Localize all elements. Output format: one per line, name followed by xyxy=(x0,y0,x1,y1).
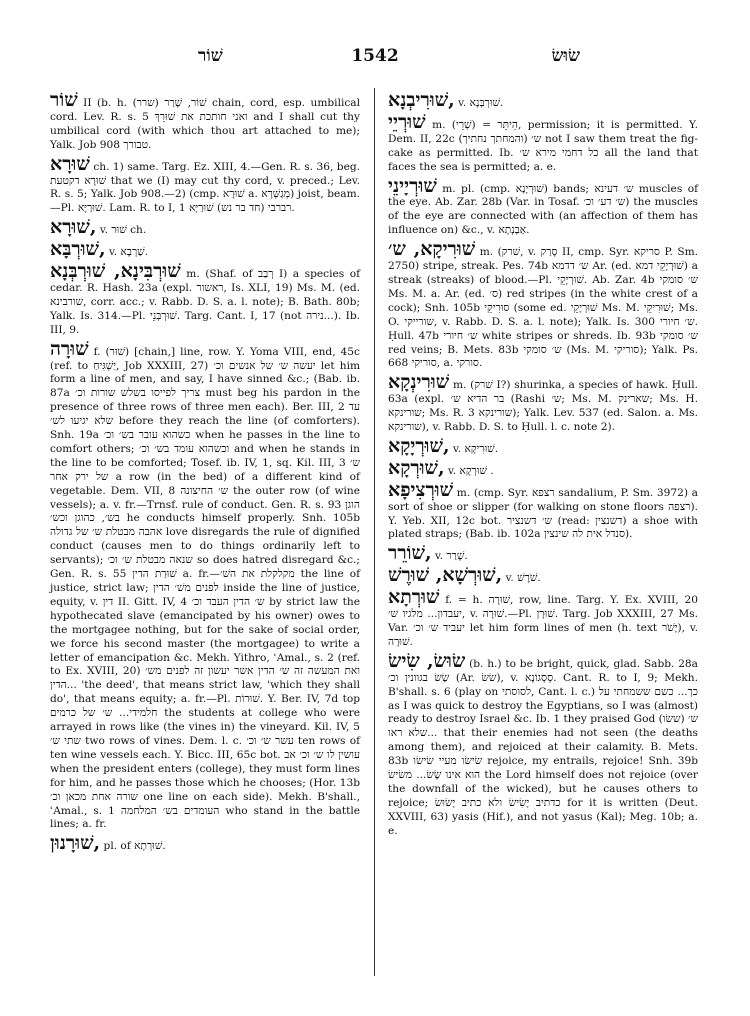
entry-headword: שׁוּרְיָינֵי xyxy=(388,174,437,197)
entry-text: f. (שׁוּר) [chain,] line, row. Y. Yoma VIII, end, 45c (ref. to יַשְׁגִּיחַ, Job XXXIII, 27) יעשה ש׳ של אנשים וכ׳ let him form a line of men, and say, I have sinned &c.; (Bab. ib. 87a צריך לפייסו בשלש שורות וכ׳ must beg his pardon in the presence of three rows of three men each). Ber. III, 2 עד שלא יגיעו לש׳ before they reach the line (of comforters). Snh. 19a כשהוא עובר בש׳ וכ׳ when he passes in the line to comfort others; וכשהוא עומד בש׳ וכ׳ and when he stands in the line to be comforted; Tosef. ib. IV, 1, sq. Kil. III, 3 ש׳ של ירק אחר a row (in the bed) of a different kind of vegetable. Dem. VII, 8 ש׳ החיצונה the outer row (of wine vessels); a. v. fr.—Trnsf. rule of conduct. Gen. R. s. 93 הוגן בש׳, כהוגן וכש׳ he conducts himself properly. Snh. 105b אהבה מבטלת ש׳ של גדולה love disregards the rule of dignified conduct (causes men to do things ordinarily left to servants); שנאה מבטלת ש׳ וכ׳ so does hatred disregard &c.; Gen. R. s. 55 שׁוּרַת הדין a. fr.—מקלקלת את השׁ׳ the line of justice, strict law; לפנים משׁ׳ הדין inside the line of justice, equity, v. דין II. Gitt. IV, 4 ש׳ הדין העבד וכ׳ by strict law the hypothecated slave (emancipated by his owner) owes to the mortgagee nothing, but for the sake of social order, we force his second master (the mortgagee) to write a letter of emancipation &c. Mekh. Yithro, ʿAmal., s. 2 (ref. to Ex. XVIII, 20) ואת המעשה זה ש׳ הדין אשר יעשון זה לפנים מש׳ הדין... 'the deed', that means strict law, 'which they shall do', that means equity; a. fr.—Pl. שׁוּרוֹת. Y. Ber. IV, 7d top חלמידי... ש׳ של כרמים the students at college who were arrayed in rows like (the vines in) the vineyard. Kil. IV, 5 שתי ש׳ two rows of vines. Dem. l. c. עשר ש׳ וכ׳ ten rows of ten wine vessels each. Y. Bicc. III, 65c bot. עושין לו ש׳ וכ׳ אב when the president enters (college), they must form lines for him, and he passes those which he chooses; (Hor. 13b שורה אחת מכאן וכ׳ one line on each side). Mekh. B'shall., ʿAmal., s. 1 העומדים בש׳ המלחמה who stand in the battle lines; a. fr. xyxy=(50,345,361,831)
entry-text: II (b. h. שׁוֹר, שָׁרַר (שרר) chain, cord, esp. umbilical cord. Lev. R. s. 5 ואני חותכת את שׁוּרֵךְ and I shall cut thy umbilical cord (with which thou art attached to me); Yalk. Job 908 טבורך. xyxy=(50,97,360,151)
dictionary-entry xyxy=(50,261,360,338)
entry-text: pl. of שׁוּרְתָא. xyxy=(103,840,166,853)
left-column xyxy=(50,90,360,855)
entry-text: v. שָׁרַר. xyxy=(434,550,468,563)
dictionary-entry xyxy=(388,436,698,457)
entry-text: ch. 1) same. Targ. Ez. XIII, 4.—Gen. R. s. 36, beg. שׁוּרָא דקטעת that we (I) may cut thy cord, v. preced.; Lev. R. s. 5; Yalk. Job 908.—2) (cmp. שׁוּרָא a. מְגַשְּׁרָא) joist, beam.—Pl. שׁוּרַיָּא. Lam. R. to I, 1 רברבי (חד בר נש) שׁוּרַיָּא. xyxy=(50,160,360,215)
entry-headword: שׂוּשׂ, שִׂישׂ xyxy=(388,649,466,672)
dictionary-entry xyxy=(388,651,698,839)
entry-headword: שׁוּרָא xyxy=(50,152,90,175)
dictionary-entry xyxy=(388,565,698,586)
entry-headword: שׁוּרְבָּא, xyxy=(50,238,106,261)
entry-headword: שׁוּרְצִיפָא xyxy=(388,478,454,501)
dictionary-entry xyxy=(388,480,698,543)
entry-text: m. (שְׁרֵי) = הֵיתֵּר, permission; it is permitted. Y. Dem. II, 22c ש׳ (והמחתך נחתיך) not I saw them treat the fig-cake as permitted. Ib. כל דחמי מירא ש׳ all the land that faces the sea is permitted; a. e. xyxy=(388,118,699,173)
right-column xyxy=(388,90,698,840)
dictionary-entry xyxy=(388,372,698,435)
entry-text: v. שׁוּר ch. xyxy=(99,224,147,237)
entry-text: v. שַׁרְבָא. xyxy=(109,246,149,259)
entry-text: m. (cmp. Syr. רצפא sandalium, P. Sm. 3972) a sort of shoe or slipper (for walking on stone floors רצפה). Y. Yeb. XII, 12c bot. ש׳ דשנציר (read: דשנצין) a shoe with plated straps; (Bab. ib. 102a סנדל אית לה שינצין). xyxy=(388,486,698,541)
dictionary-entry xyxy=(50,833,360,854)
dictionary-entry xyxy=(388,458,698,479)
entry-headword: שׁוּרִיבְנָא, xyxy=(388,89,455,111)
entry-headword: שׁוּרְתָא xyxy=(388,586,440,609)
entry-headword: שׁוּרְיֵי xyxy=(388,110,426,133)
entry-text: v. שׁוּרִיקָא. xyxy=(453,442,499,455)
entry-text: v. שׁוּרְבְּנָא. xyxy=(458,97,504,109)
entry-text: v. שׁוּרְקָא . xyxy=(448,464,494,477)
page-header xyxy=(50,46,700,72)
dictionary-entry xyxy=(50,239,360,260)
dictionary-entry xyxy=(388,543,698,564)
dictionary-entry xyxy=(50,154,360,217)
entry-headword: שׁוּרָנוּן, xyxy=(50,832,101,855)
dictionary-entry xyxy=(388,112,698,175)
dictionary-entry xyxy=(388,176,698,239)
entry-text: m. (שׁרק I?) shurinka, a species of hawk. Ḥull. 63a (expl. בר הדיא ש׳ (Rashi ש׳; Ms. M. שארינק; Ms. H. שורינקא; Ms. R. 3 שורינקא); Yalk. Lev. 537 (ed. Salon. a. Ms. שורינקא), v. Rabb. D. S. to Ḥull. l. c. note 2). xyxy=(388,379,699,434)
entry-headword: שׁוּרְקָא, xyxy=(388,456,445,479)
running-head-right: שׂוּשׂ xyxy=(551,46,580,66)
entry-text: m. pl. (cmp. שׁוּרְיָנָא) bands; ש׳ דעינא muscles of the eye. Ab. Zar. 28b (Var. in Tosaf. ש׳ דע׳ וכ׳) the muscles of the eye are connected with (an affection of them has influence on) &c., v. אַבְנְתָא. xyxy=(388,182,698,237)
entry-headword: שׁוֹר xyxy=(50,89,78,111)
column-divider xyxy=(374,88,375,976)
entry-headword: שׁוּרִינְקָא xyxy=(388,371,450,394)
entry-text: v. שֹׁרֶשׁ. xyxy=(505,572,541,585)
entry-headword: שׁוּרְבִּינָא, שׁוּרְבְּנָא xyxy=(50,260,181,283)
running-head-left: שׁוֹר xyxy=(198,46,223,66)
dictionary-entry xyxy=(388,587,698,650)
entry-text: (b. h.) to be bright, quick, glad. Sabb. 28a שַׂשׂ בגוונין וכ׳ (Ar. שׂשׂ), v. סְסְגוֹנָא. Cant. R. to I, 9; Mekh. B'shall. s. 6 (play on לסוסתי, Cant. l. c.) כך... כשם ששמחתי על as I was quick to destroy the Egyptians, so I was (almost) ready to destroy Israel &c. Ib. 1 they praised God ש׳ (ששׂו) שלא ראו... that their enemies had not seen (the deaths among them), and rejoiced at their calamity. B. Mets. 83b שׂישׂו מעיי שׂישׂו rejoice, my entrails, rejoice! Snh. 39b הוא אינו שָׂשׂ... משׂישׂ the Lord himself does not rejoice (over the downfall of the wicked), but he causes others to rejoice; כדתיב יָשִׂישׂ ולא כתיב יָשׂוּשׂ for it is written (Deut. XXVIII, 63) yasis (Hif.), and not yasus (Kal); Meg. 10b; a. e. xyxy=(388,657,699,837)
dictionary-entry xyxy=(388,90,698,111)
entry-text: m. (Shaf. of רְבַב I) a species of cedar. R. Hash. 23a (expl. ראשור, Is. XLI, 19) Ms. M. (ed. שורבינא, corr. acc.; v. Rabb. D. S. a. l. note); B. Bath. 80b; Yalk. Is. 314.—Pl. שׁוּרְבְּנֵי. Targ. Cant. I, 17 (not נירה...). Ib. III, 9. xyxy=(50,268,360,336)
entry-headword: שׁוּרְיָקָא, xyxy=(388,434,450,457)
entry-text: f. = h. שׁוּרָה, row, line. Targ. Y. Ex. XVIII, 20 יעבדון... מלגיו ש׳, v. שׁוּרָה.—Pl. שׁוּרָן. Targ. Job XXXIII, 27 Ms. Var. יעביד ש׳ וכ׳ let him form lines of men (h. text יָשֹׁר), v. שׁוּרָה. xyxy=(388,594,699,648)
entry-headword: שׁוֹרֵר, xyxy=(388,542,432,565)
entry-headword: שׁוּרִיקָא, ש׳ xyxy=(388,238,476,261)
page-number: 1542 xyxy=(351,46,399,66)
entry-headword: שׁוּרָא, xyxy=(50,216,97,239)
dictionary-entry xyxy=(50,339,360,833)
dictionary-entry xyxy=(50,217,360,238)
dictionary-entry xyxy=(50,90,360,153)
dictionary-entry xyxy=(388,239,698,371)
entry-headword: שׁוּרְשָׁא, שׁוּרֶשׁ, xyxy=(388,564,503,587)
entry-text: m. (שׁרק, v. סָרַק II, cmp. Syr. סריקא P. Sm. 2750) stripe, streak. Pes. 74b ש׳ דדמא Ar. (ed. שׁוּרְיָקֵי דמא) a streak (streaks) of blood.—Pl. שׁוּרְיָקֵי. Ab. Zar. 4b ש׳ סומקי Ms. M. a. Ar. (ed. ס׳) red stripes (in the white crest of a cock); Snh. 105b סוּרִיקֵי (some ed. שׁוּרְיָקֵי Ms. M. שׁוּרִיקֵי; Ms. O. שורייקי, v. Rabb. D. S. a. l. note); Yalk. Is. 300 ש׳ חיורי. Ḥull. 47b ש׳ חיורי white stripes or shreds. Ib. 93b ש׳ סומקי red veins; B. Mets. 83b ש׳ סומקי (Ms. M. סוריקי); Yalk. Ps. 668 סוריקי, a. סורקי. xyxy=(388,246,698,370)
entry-headword: שׁוּרָה xyxy=(50,337,89,360)
